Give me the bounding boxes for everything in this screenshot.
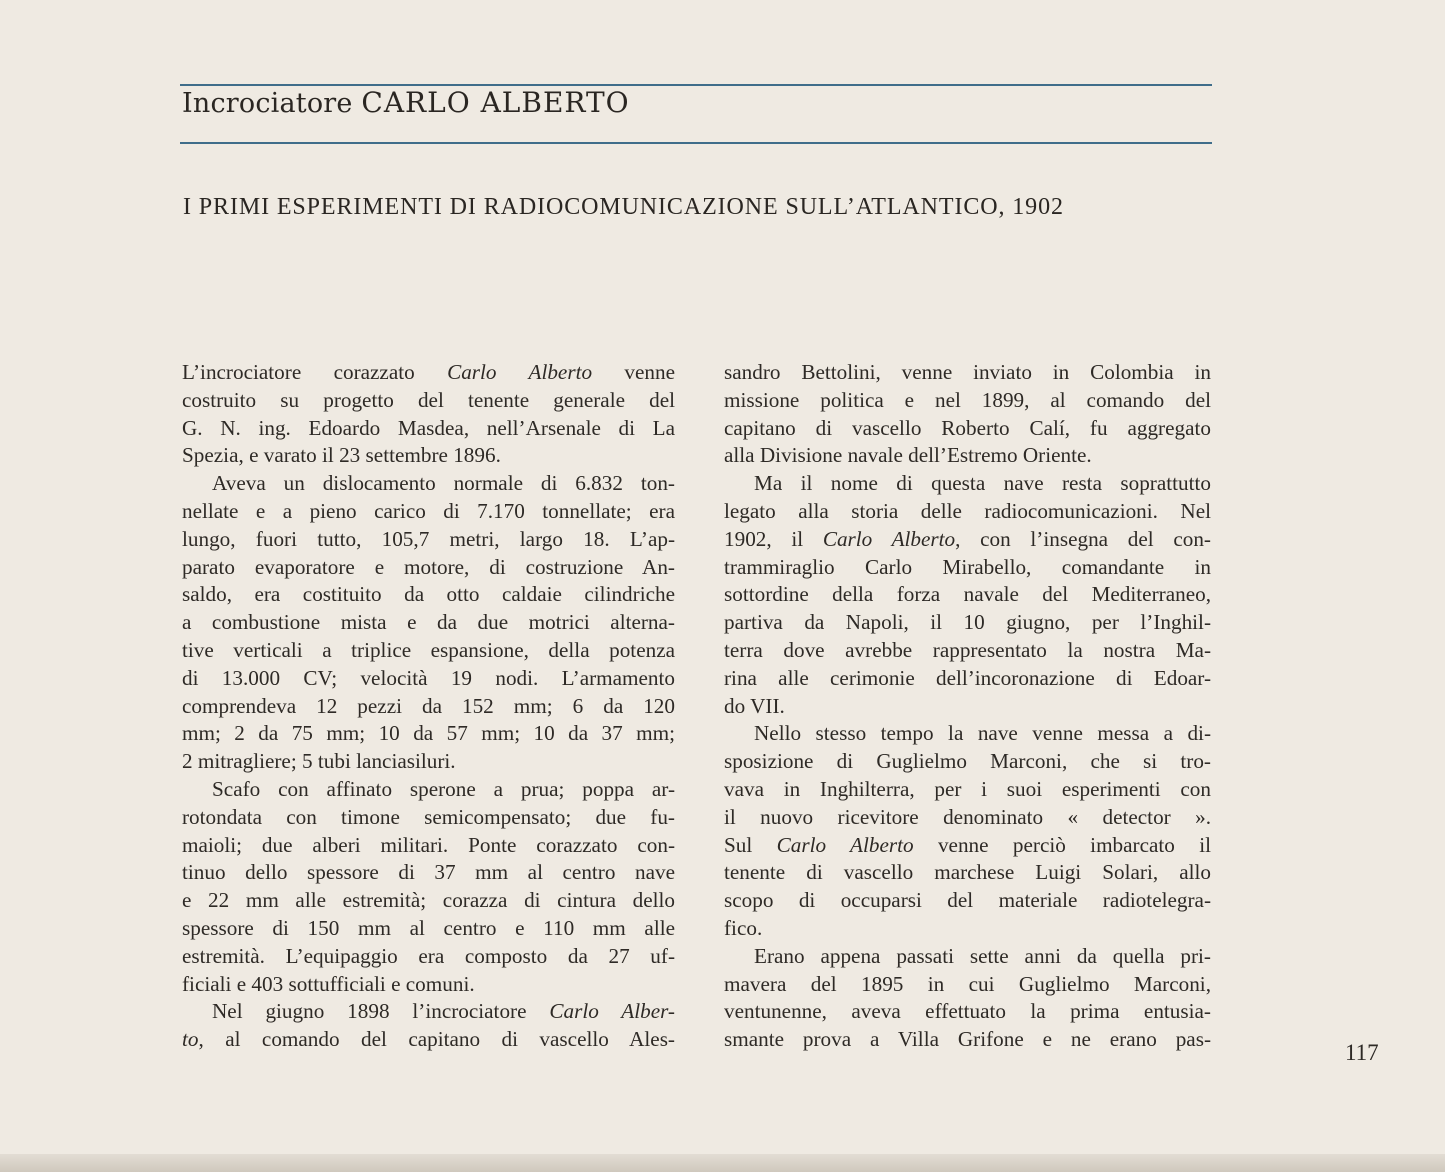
text-line: tive verticali a triplice espansione, della potenza [182, 637, 675, 662]
text-line: costruito su progetto del tenente generale del [182, 387, 675, 412]
page-title [182, 86, 630, 119]
bottom-rule [180, 142, 1212, 144]
text-line: Nel giugno 1898 l’incrociatore Carlo Alber- [212, 999, 675, 1024]
text-line: maioli; due alberi militari. Ponte corazzato con- [182, 832, 675, 857]
text-line: to, al comando del capitano di vascello Ales- [182, 1027, 675, 1052]
text-line: terra dove avrebbe rappresentato la nostra Ma- [724, 637, 1211, 662]
text-line: e 22 mm alle estremità; corazza di cintura dello [182, 888, 675, 913]
text-line: comprendeva 12 pezzi da 152 mm; 6 da 120 [182, 693, 675, 718]
text-line: legato alla storia delle radiocomunicazioni. Nel [724, 498, 1211, 523]
text-line: spessore di 150 mm al centro e 110 mm alle [182, 915, 675, 940]
page-number: 117 [1345, 1040, 1379, 1065]
text-line: rina alle cerimonie dell’incoronazione di Edoar- [724, 665, 1211, 690]
text-line: parato evaporatore e motore, di costruzione An- [182, 554, 675, 579]
text-line: smante prova a Villa Grifone e ne erano pas- [724, 1027, 1211, 1052]
text-line: Aveva un dislocamento normale di 6.832 ton- [212, 471, 675, 496]
text-line: alla Divisione navale dell’Estremo Oriente. [724, 443, 1092, 468]
text-line: capitano di vascello Roberto Calí, fu aggregato [724, 415, 1211, 440]
text-line: estremità. L’equipaggio era composto da 27 uf- [182, 943, 675, 968]
text-line: missione politica e nel 1899, al comando del [724, 387, 1211, 412]
text-line: vava in Inghilterra, per i suoi esperimenti con [724, 776, 1211, 801]
text-line: di 13.000 CV; velocità 19 nodi. L’armamento [182, 665, 675, 690]
text-line: 1902, il Carlo Alberto, con l’insegna del con- [724, 526, 1211, 551]
text-line: nellate e a pieno carico di 7.170 tonnellate; era [182, 498, 675, 523]
text-line: tenente di vascello marchese Luigi Solari, allo [724, 860, 1211, 885]
text-line: Sul Carlo Alberto venne perciò imbarcato il [724, 832, 1212, 857]
text-line: partiva da Napoli, il 10 giugno, per l’Inghil- [724, 610, 1211, 635]
text-line: 2 mitragliere; 5 tubi lanciasiluri. [182, 749, 456, 774]
title-series: Incrociatore [182, 88, 353, 119]
text-line: ficiali e 403 sottufficiali e comuni. [182, 971, 475, 996]
title-ship-name: CARLO ALBERTO [361, 86, 630, 119]
text-line: Spezia, e varato il 23 settembre 1896. [182, 443, 501, 468]
text-line: ventunenne, aveva effettuato la prima entusia- [724, 999, 1211, 1024]
text-line: G. N. ing. Edoardo Masdea, nell’Arsenale di La [182, 415, 675, 440]
text-line: scopo di occuparsi del materiale radiotelegra- [724, 888, 1211, 913]
text-line: tinuo dello spessore di 37 mm al centro nave [182, 860, 675, 885]
text-line: sottordine della forza navale del Mediterraneo, [724, 582, 1211, 607]
text-line: trammiraglio Carlo Mirabello, comandante in [724, 554, 1211, 579]
text-line: sposizione di Guglielmo Marconi, che si tro- [724, 749, 1211, 774]
right-column [724, 359, 1211, 1054]
text-line: Nello stesso tempo la nave venne messa a di- [754, 721, 1211, 746]
text-line: mavera del 1895 in cui Guglielmo Marconi, [724, 971, 1211, 996]
text-line: rotondata con timone semicompensato; due fu- [182, 804, 675, 829]
text-line: Scafo con affinato sperone a prua; poppa ar- [212, 776, 675, 801]
text-line: saldo, era costituito da otto caldaie cilindriche [182, 582, 675, 607]
text-line: il nuovo ricevitore denominato « detector ». [724, 804, 1211, 829]
text-line: L’incrociatore corazzato Carlo Alberto venne [182, 360, 676, 384]
section-subtitle: I PRIMI ESPERIMENTI DI RADIOCOMUNICAZIONE SULL’ATLANTICO, 1902 [183, 194, 1064, 220]
text-line: mm; 2 da 75 mm; 10 da 57 mm; 10 da 37 mm; [182, 721, 675, 746]
text-line: do VII. [724, 693, 785, 718]
text-line: sandro Bettolini, venne inviato in Colombia in [724, 360, 1211, 384]
text-line: Erano appena passati sette anni da quella pri- [754, 943, 1211, 968]
text-line: fico. [724, 915, 763, 940]
text-line: lungo, fuori tutto, 105,7 metri, largo 18. L’ap- [182, 526, 675, 551]
left-column [182, 359, 675, 1054]
text-line: Ma il nome di questa nave resta soprattutto [754, 471, 1211, 496]
text-line: a combustione mista e da due motrici alterna- [182, 610, 675, 635]
page-edge-shadow [0, 1154, 1445, 1172]
